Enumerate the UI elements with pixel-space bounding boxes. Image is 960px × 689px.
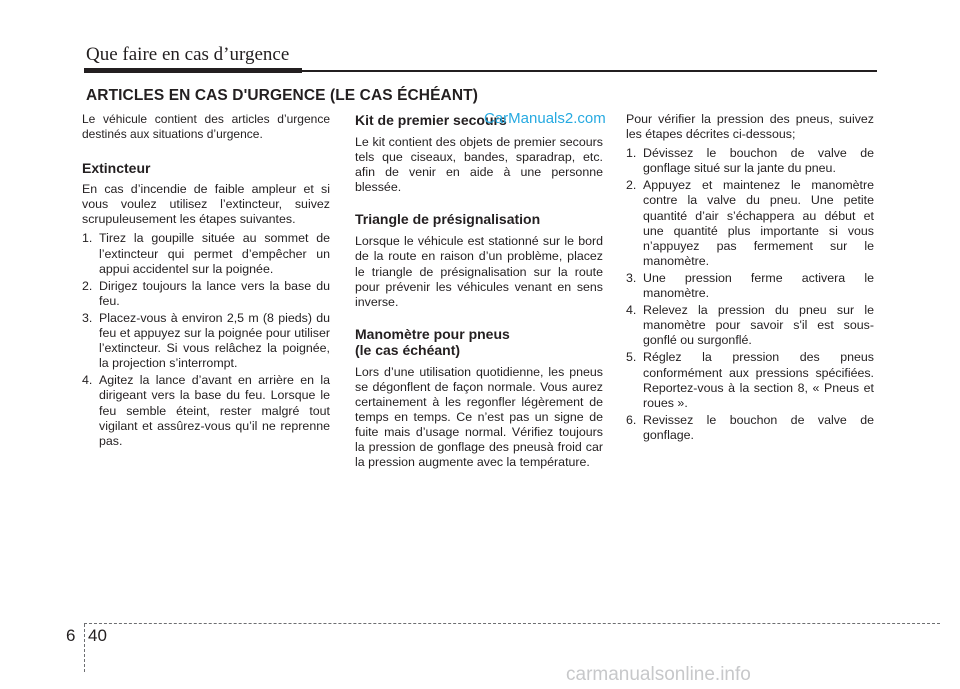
tire-gauge-heading-line1: Manomètre pour pneus: [355, 325, 510, 342]
list-item: [626, 146, 874, 176]
tire-gauge-paragraph: Lors d’une utilisation quotidienne, les pneus se dégonflent de façon normale. Vous aurez certainement à les regonfler légèrement de temps en temps. Ce n’est pas un signe de fuite mais d’usage normal. Vérifiez toujours la pression de gonflage des pneusà froid car la pression augmente avec la température.: [355, 364, 603, 470]
column-left: [82, 112, 330, 451]
first-aid-heading: Kit de premier secours: [355, 112, 507, 128]
step-text: Dirigez toujours la lance vers la base du feu.: [99, 278, 330, 308]
triangle-heading: Triangle de présignalisation: [355, 211, 541, 228]
intro-text: Le véhicule contient des articles d’urgence destinés aux situations d’urgence.: [82, 112, 330, 142]
footer-watermark: carmanualsonline.info: [566, 664, 751, 685]
step-text: Une pression ferme activera le manomètre.: [643, 270, 874, 301]
page-number: 40: [88, 626, 107, 645]
list-item: [82, 279, 330, 309]
footer-divider: [84, 623, 940, 624]
column-right: [626, 112, 874, 445]
list-item: [626, 303, 874, 348]
chapter-title: Que faire en cas d’urgence: [86, 44, 290, 65]
step-number: 2.: [82, 278, 93, 293]
step-number: 3.: [82, 310, 93, 325]
section-title: ARTICLES EN CAS D'URGENCE (LE CAS ÉCHÉANT): [86, 87, 478, 104]
extinguisher-paragraph: En cas d’incendie de faible ampleur et si vous voulez utilisez l’extincteur, suivez scrupuleusement les étapes suivantes.: [82, 182, 330, 227]
step-text: Dévissez le bouchon de valve de gonflage situé sur la jante du pneu.: [643, 146, 874, 176]
triangle-paragraph: Lorsque le véhicule est stationné sur le bord de la route en raison d’un problème, placez le triangle de présignalisation sur la route pour prévenir les véhicules venant en sens inverse.: [355, 234, 603, 309]
watermark-link[interactable]: CarManuals2.com: [484, 110, 606, 127]
pressure-steps: [626, 146, 874, 443]
page-chapter-number: 6: [66, 626, 76, 645]
tire-gauge-heading: [355, 326, 603, 358]
step-text: Réglez la pression des pneus conformément aux pressions spécifiées. Reportez-vous à la section 8, « Pneus et roues ».: [643, 350, 874, 410]
step-text: Appuyez et maintenez le manomètre contre la valve du pneu. Une petite quantité d’air s’échappera au début et une quantité plus importante si vous n’appuyez pas fermement sur le manomètre.: [643, 178, 874, 268]
pressure-intro: Pour vérifier la pression des pneus, suivez les étapes décrites ci-dessous;: [626, 112, 874, 142]
list-item: [82, 231, 330, 276]
step-number: 5.: [626, 350, 637, 365]
step-text: Relevez la pression du pneu sur le manomètre pour savoir s'il est sous-gonflé ou surgonflé.: [643, 303, 874, 348]
step-text: Placez-vous à environ 2,5 m (8 pieds) du feu et appuyez sur la poignée pour utiliser l’extincteur. Si vous relâchez la poignée, la projection s’interrompt.: [99, 310, 330, 371]
list-item: [82, 373, 330, 448]
list-item: [626, 178, 874, 269]
step-number: 1.: [626, 146, 637, 161]
footer-vertical-divider: [84, 624, 85, 672]
first-aid-paragraph: Le kit contient des objets de premier secours tels que ciseaux, bandes, sparadrap, etc. afin de venir en aide à une personne blessée.: [355, 135, 603, 195]
list-item: [626, 271, 874, 301]
column-middle: [355, 112, 603, 471]
step-number: 3.: [626, 270, 637, 285]
step-text: Agitez la lance d’avant en arrière en la dirigeant vers la base du feu. Lorsque le feu semble éteint, rester malgré tout vigilant et assûrez-vous qu’il ne reprenne pas.: [99, 373, 330, 448]
tire-gauge-heading-line2: (le cas échéant): [355, 341, 461, 358]
step-number: 4.: [626, 303, 637, 318]
list-item: [626, 413, 874, 443]
step-text: Revissez le bouchon de valve de gonflage.: [643, 412, 874, 442]
extinguisher-heading: Extincteur: [82, 160, 151, 177]
step-number: 6.: [626, 412, 637, 427]
list-item: [626, 350, 874, 410]
step-number: 2.: [626, 178, 637, 193]
step-number: 4.: [82, 373, 93, 388]
header-rule: [84, 70, 877, 72]
list-item: [82, 311, 330, 371]
extinguisher-steps: [82, 231, 330, 448]
step-text: Tirez la goupille située au sommet de l’extincteur qui permet d’empêcher un appui accidentel sur la poignée.: [99, 231, 330, 276]
step-number: 1.: [82, 231, 93, 246]
